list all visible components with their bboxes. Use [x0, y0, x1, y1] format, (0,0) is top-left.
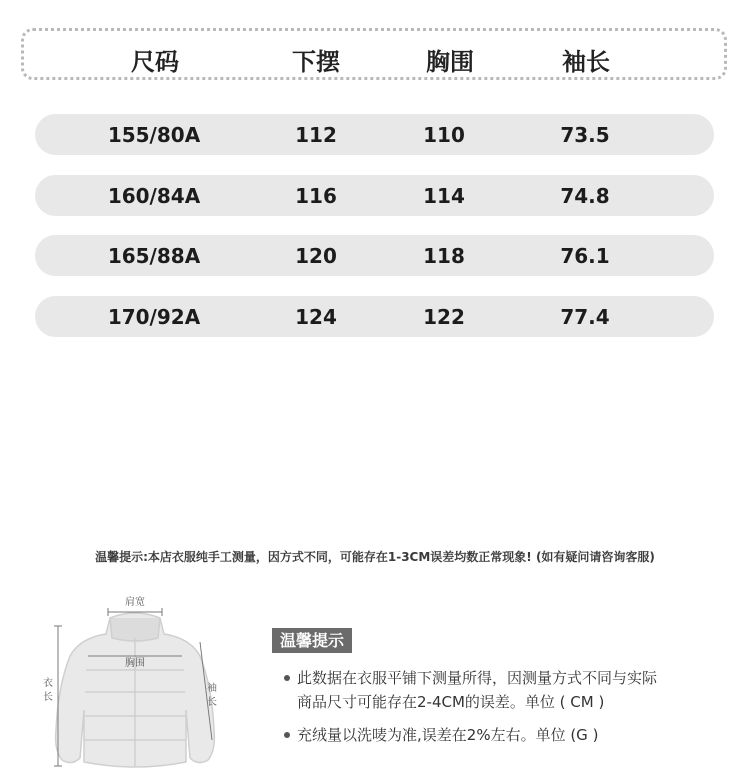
cell-sleeve: 77.4 [560, 304, 610, 329]
tip-line-1b: 商品尺寸可能存在2-4CM的误差。单位 ( CM ) [297, 693, 605, 711]
header-sleeve: 袖长 [562, 48, 610, 76]
cell-size: 160/84A [107, 183, 201, 208]
header-size: 尺码 [131, 48, 179, 76]
cell-sleeve: 73.5 [560, 122, 610, 147]
bullet-icon [284, 675, 290, 681]
cell-hem: 124 [295, 304, 337, 329]
label-chest: 胸围 [125, 658, 145, 669]
label-length-1: 衣 [43, 678, 53, 689]
tip-line-2: 充绒量以洗唛为准,误差在2%左右。单位 (G ) [297, 726, 599, 744]
cell-size: 165/88A [107, 243, 201, 268]
cell-hem: 120 [295, 243, 337, 268]
tip-line-1a: 此数据在衣服平铺下测量所得，因测量方式不同与实际 [297, 669, 658, 687]
tips-title: 温馨提示 [272, 628, 352, 653]
jacket-diagram [40, 590, 230, 780]
cell-size: 155/80A [107, 122, 201, 147]
table-row [35, 235, 714, 276]
cell-chest: 114 [423, 183, 465, 208]
table-row [35, 175, 714, 216]
label-shoulder: 肩宽 [125, 597, 145, 608]
cell-chest: 122 [423, 304, 465, 329]
cell-sleeve: 76.1 [560, 243, 610, 268]
table-header-frame [21, 28, 727, 80]
measurement-notice: 温馨提示:本店衣服纯手工测量，因方式不同，可能存在1-3CM误差均数正常现象! (如有疑问请咨询客服) [95, 550, 655, 564]
jacket-icon [56, 613, 215, 767]
cell-sleeve: 74.8 [560, 183, 610, 208]
bullet-icon [284, 732, 290, 738]
header-chest: 胸围 [426, 48, 474, 76]
label-sleeve-2: 长 [207, 697, 217, 708]
header-hem: 下摆 [292, 48, 340, 76]
cell-hem: 112 [295, 122, 337, 147]
cell-chest: 118 [423, 243, 465, 268]
label-length-2: 长 [43, 692, 53, 703]
cell-hem: 116 [295, 183, 337, 208]
cell-chest: 110 [423, 122, 465, 147]
table-row [35, 296, 714, 337]
cell-size: 170/92A [107, 304, 201, 329]
table-row [35, 114, 714, 155]
label-sleeve-1: 袖 [207, 683, 217, 694]
